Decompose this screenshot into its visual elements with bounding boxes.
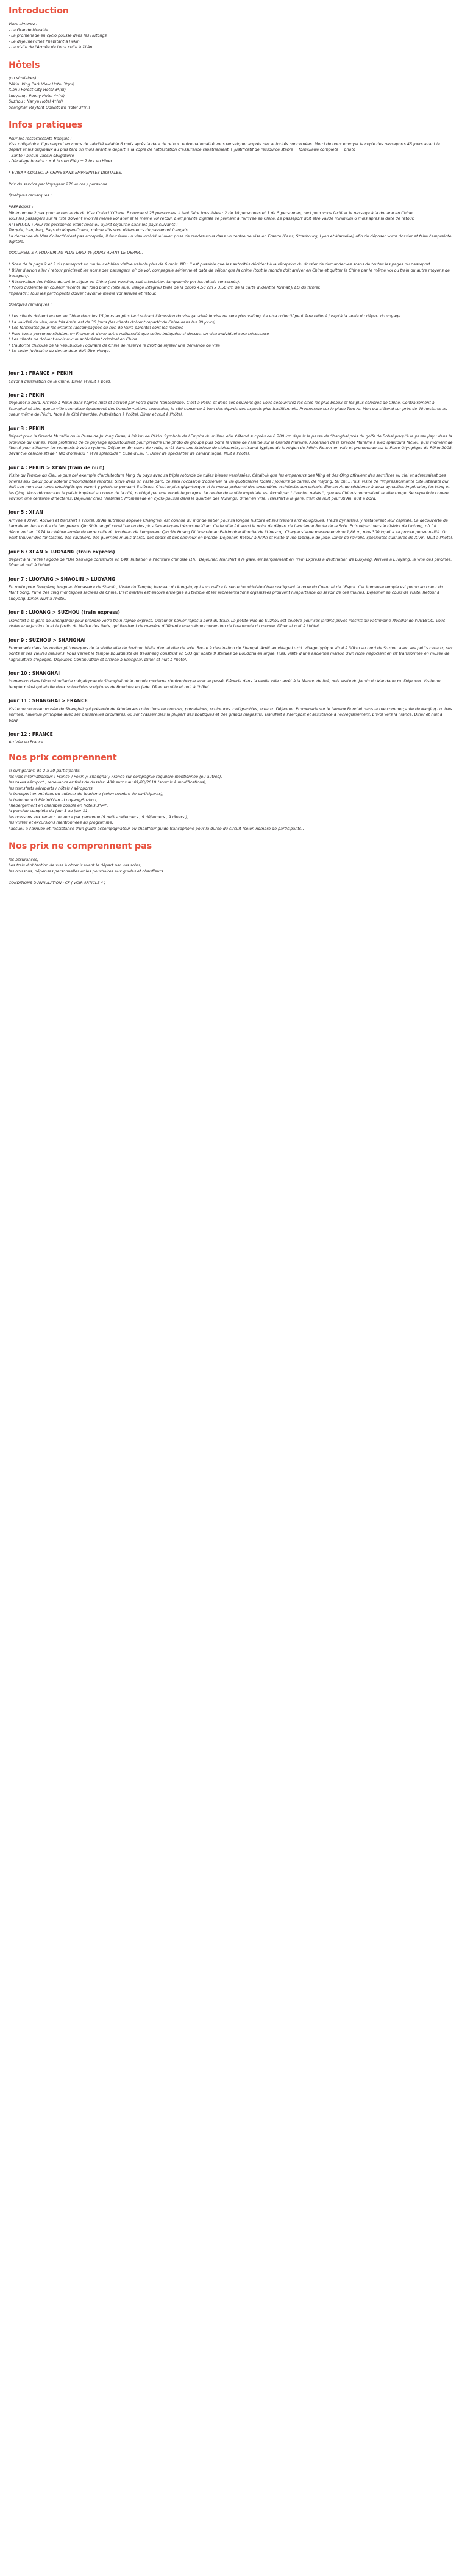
day-title-5: Jour 5 : XI'AN bbox=[9, 509, 43, 516]
hotels-line: Pékin: King Park View Hotel 3*(nl) bbox=[9, 81, 75, 87]
day-body-2: Déjeuner à bord. Arrivée à Pékin dans l'après-midi et accueil par votre guide francophone. C'est à Pékin et dans ses environs que vous découvrirez les sites les plus beaux et les plus célèbres de Chine. Contrairement à Shanghai et bien que la ville connaisse également des transformations colossales, la cité conserve à bien des égards des aspects plus traditionnels. Promenade sur la place Tien An Men qui s'étend sur près de 40 hectares au coeur même de Pékin, face à la Cité Interdite. Installation à l'hôtel. Dîner et nuit à l'hôtel. bbox=[9, 400, 448, 417]
day-body-11: Visite du nouveau musée de Shanghaï qui présente de fabuleuses collections de bronzes, porcelaines, sculptures, calligraphies, sceaux. Déjeuner. Promenade sur le fameux Bund et dans la rue commerçante de Nanjing Lu, très animée, l'avenue principale avec ses passerelles circulaires, où sont rassemblés la plupart des boutiques et des grands magasins. Transfert à l'aéroport et assistance à l'enregistrement. Envol vers la France. Dîner et nuit à bord. bbox=[9, 706, 452, 723]
footer-note: CONDITIONS D'ANNULATION : CF ( VOIR ARTICLE 4 ) bbox=[9, 881, 106, 886]
infos-line: * Les clients doivent entrer en Chine dans les 15 jours au plus tard suivant l'émission du visa (au-delà le visa ne sera plus valide). Le visa collectif peut être délivré jusqu'à la veille du départ du voyage. bbox=[9, 314, 402, 319]
intro-list bbox=[9, 21, 453, 50]
included-line: le transport en minibus ou autocar de tourisme (selon nombre de participants), bbox=[9, 791, 164, 797]
infos-line: Impératif : Tous les participants doivent avoir le même vol arrivée et retour. bbox=[9, 290, 157, 296]
included-line: l'hébergement en chambre double en hôtels 3*/4*, bbox=[9, 803, 108, 808]
infos-line: Quelques remarques : bbox=[9, 302, 52, 308]
excluded-line: les assurances, bbox=[9, 857, 39, 862]
hotels-line: Shanghai: Rayfont Downtown Hotel 3*(nl) bbox=[9, 104, 90, 110]
infos-line: Quelques remarques : bbox=[9, 193, 52, 198]
infos-line: La demande de Visa Collectif n'est pas acceptée, il faut faire un visa individuel avec prise de rendez-vous dans un centre de visa en France (Paris, Strasbourg, Lyon et Marseille) afin de déposer votre dossier et faire l'empreinte digitale. bbox=[9, 233, 452, 245]
travel-brochure-page bbox=[0, 0, 462, 894]
infos-line: Visa obligatoire. Il passeport en cours de validité valable 6 mois après la date de retour. Autre nationalité vous renseigner auprès des autorités concernées. Merci de nous envoyer la copie des passeports 45 jours avant le départ et les originaux au plus tard un mois avant le départ + la copie de l'attestation d'assurance rapatriement + justificatif de ressource stable + formulaire complété + photo bbox=[9, 141, 440, 153]
hotels-line: Luoyang : Peony Hotel 4*(nl) bbox=[9, 93, 65, 98]
included-heading: Nos prix comprennent bbox=[9, 752, 117, 763]
infos-line: * Photo d'identité en couleur récente sur fond blanc (tête nue, visage intégral) taille de la photo 4,50 cm x 3,50 cm de la carte d'identité format JPEG du fichier. bbox=[9, 285, 321, 290]
day-body-6: Départ à la Petite Pagode de l'Oie Sauvage construite en 648. Initiation à l'écriture chinoise (1h). Déjeuner. Transfert à la gare, embarquement en Train Express à destination de Luoyang. Arrivée à Luoyang, la ville des pivoines. Dîner et nuit à l'hôtel. bbox=[9, 556, 452, 568]
infos-block-prerequis bbox=[9, 193, 453, 245]
day-title-11: Jour 11 : SHANGHAI > FRANCE bbox=[9, 698, 88, 704]
day-body-7: En route pour Dengfeng jusqu'au Monastère de Shaolin, Visite du Temple, berceau du kung-fu, qui a vu naître la secte bouddhiste Chan pratiquant la boxe du Coeur et de l'Esprit. Cet immense temple est perdu au coeur du Mont Song, l'une des cinq montagnes sacrées de Chine. L'art martial est encore enseigné au temple et les représentations organisées prouvent l'importance du savoir de ces moines. Déjeuner en cours de visite. Retour à Luoyang. Dîner. Nuit à l'hôtel. bbox=[9, 585, 444, 601]
day-title-6: Jour 6 : XI'AN > LUOYANG (train express) bbox=[9, 549, 115, 555]
included-line: les boissons aux repas : un verre par personne (9 petits déjeuners , 9 déjeuners , 9 dîners ), bbox=[9, 814, 189, 819]
day-title-1: Jour 1 : FRANCE > PEKIN bbox=[9, 370, 73, 376]
infos-line: * Les formalités pour les enfants (accompagnés ou non de leurs parents) sont les mêmes bbox=[9, 325, 183, 331]
infos-line: - Santé : aucun vaccin obligatoire bbox=[9, 153, 74, 158]
included-line: les vols internationaux : France / Pekin // Shanghaï / France sur compagnie régulière mentionnée (ou autres), bbox=[9, 774, 222, 779]
included-line: l'accueil à l'arrivée et l'assistance d'un guide accompagnateur ou chauffeur-guide francophone pour la durée du circuit (selon nombre de participants), bbox=[9, 826, 304, 831]
intro-line: Vous aimerez : bbox=[9, 21, 38, 27]
day-body-10: Immersion dans l'époustouflante mégalopole de Shanghaï où le monde moderne s'entrechoque avec le passé. Flânerie dans la vieille ville : arrêt à la Maison de thé, puis visite du Jardin du Mandarin Yu. Déjeuner. Visite du temple Yufosi qui abrite deux splendides sculptures de Bouddha en jade. Dîner en ville et nuit à l'hôtel. bbox=[9, 678, 441, 689]
intro-line: - Le déjeuner chez l'habitant à Pékin bbox=[9, 38, 80, 44]
day-title-7: Jour 7 : LUOYANG > SHAOLIN > LUOYANG bbox=[9, 576, 116, 582]
infos-line: PREREQUIS : bbox=[9, 204, 34, 210]
infos-line: * Scan de la page 2 et 3 du passeport en couleur et bien visible valable plus de 6 mois. NB : il est possible que les autorités décident à la réception du dossier de demander les scans de toutes les pages du passeport. bbox=[9, 262, 432, 267]
day-body-4: Visite du Temple du Ciel, le plus bel exemple d'architecture Ming du pays avec sa triple rotonde de tuiles bleues vernissées. Cétait-là que les empereurs des Ming et des Qing offraient des sacrifices au ciel et adressaient des prières aux dieux pour obtenir d'abondantes récoltes. Situé dans un vaste parc, ce sera l'occasion d'observer la vie quotidienne locale : joueurs de cartes, de majong, taï chi... Puis, visite de l'impressionnante Cité Interdite qui doit son nom aux rares privilégiés qui purent y pénétrer pendant 5 siècles. C'est le plus gigantesque et le mieux préservé des ensembles architecturaux chinois. Elle servit de résidence à deux dynasties impériales, les Ming et les Qing. Vous découvrirez le palais impérial au coeur de la cité, protégé par une enceinte pourpre. Le centre de la ville impériale est formé par " l'ancien palais ", que les Chinois nommaient la ville rouge. Se superficie couvre environ une centaine d'hectares. Déjeuner chez l'habitant. Promenade en cyclo-pousse dans le quartier des Hutongs. Dîner en ville. Transfert à la gare, train de nuit pour Xi'An, nuit à bord. bbox=[9, 473, 450, 502]
day-title-8: Jour 8 : LUOANG > SUZHOU (train express) bbox=[9, 610, 120, 616]
day-title-3: Jour 3 : PEKIN bbox=[9, 425, 45, 431]
hotels-heading: Hôtels bbox=[9, 60, 40, 70]
infos-line: DOCUMENTS A FOURNIR AU PLUS TARD 45 JOURS AVANT LE DEPART. bbox=[9, 250, 143, 256]
day-title-4: Jour 4 : PEKIN > XI'AN (train de nuit) bbox=[9, 464, 105, 470]
infos-line: * Pour toute personne résidant en France et d'une autre nationalité que celles indiquées ci-dessus, un visa individuel sera nécessaire bbox=[9, 331, 269, 336]
intro-line: - La visite de l'Armée de terre cuite à Xi'An bbox=[9, 45, 93, 50]
infos-line: Turquie, Iran, Iraq, Pays du Moyen-Orient, même s'ils sont détenteurs du passeport français. bbox=[9, 228, 189, 233]
hotels-list bbox=[9, 76, 453, 110]
included-line: les taxes aéroport , redevance et frais de dossier: 400 euros au 01/03/2019 (soumis à modifications), bbox=[9, 780, 207, 785]
infos-line: * Réservation des hôtels durant le séjour en Chine (soit voucher, soit attestation tamponnée par les hôtels concernés). bbox=[9, 279, 241, 284]
infos-line: * Billet d'avion aller / retour précisant les noms des passagers, n° de vol, compagnie aérienne et date de séjour que la chine (tout le monde doit arriver en Chine et quitter la Chine par le même vol ou train ou autre moyens de transport). bbox=[9, 267, 450, 279]
excluded-line: Les frais d'obtention de visa à obtenir avant le départ par vos soins, bbox=[9, 863, 142, 868]
day-body-12: Arrivée en France. bbox=[9, 739, 44, 745]
day-body-9: Promenade dans les ruelles pittoresques de la vieille ville de Suzhou. Visite d'un atelier de soie. Route à destination de Shangaï. Arrêt au village Luzhi, village typique situé à 30km au nord de Suzhou avec ses petits canaux, ses ponts et ses vieilles maisons. Vous verrez le temple bouddhiste de Baosheng construit en 503 qui abrite 9 statues de Bouddha en argile. Puis, visite d'une ancienne maison d'un riche négociant en riz transformée en musée de l'agriculture d'époque. Déjeuner. Continuation et arrivée à Shanghai. Dîner et nuit à l'hôtel. bbox=[9, 645, 453, 662]
infos-line: * Le coder judiciaire du demandeur doit être vierge. bbox=[9, 348, 110, 353]
day-body-5: Arrivée à Xi'An. Accueil et transfert à l'hôtel. Xi'An autrefois appelée Chang'an, est connue du monde entier pour sa longue histoire et ses trésors archéologiques. Treize dynasties, y installèrent leur capitale. La découverte de l'armée en terre cuite de l'empereur Qin Shihuangdi constitue un des plus fantastiques trésors de Xi'an. Cette ville fut aussi le point de départ de l'ancienne Route de la Soie. Puis départ vers le district de Lintong, où fut découvert en 1974 la célèbre armée de terre cuite du tombeau de l'empereur Qin Shi Huang Di (inscrite au Patrimoine Mondial de l'Unesco). Chaque statue mesure environ 1,86 m, plus 300 kg et a sa propre personnalité. On peut trouver des fantassins, des cavaliers, des guerriers munis d'arcs, des chars et des chevaux en bronze. Déjeuner. Retour à Xi'An et visite d'une fabrique de jade. Dîner de raviolis, spécialités culinaires de Xi'An. Nuit à l'hôtel. bbox=[9, 517, 453, 541]
day-body-1: Envol à destination de la Chine. Dîner et nuit à bord. bbox=[9, 378, 112, 384]
day-title-12: Jour 12 : FRANCE bbox=[9, 732, 53, 738]
infos-line: Prix du service par Voyageur 270 euros / personne. bbox=[9, 181, 109, 187]
infos-line: Minimum de 2 pax pour le demande du Visa Collectif Chine. Exemple si 25 personnes, il faut faire trois listes : 2 de 10 personnes et 1 de 5 personnes, ceci pour vous faciliter le passage à la douane en Chine. bbox=[9, 210, 414, 215]
excluded-line: les boissons, dépenses personnelles et les pourboires aux guides et chauffeurs. bbox=[9, 868, 165, 874]
infos-line: ATTENTION : Pour les personnes étant nées ou ayant séjourné dans les pays suivants : bbox=[9, 221, 178, 227]
day-body-3: Départ pour la Grande Muraille ou la Passe de Ju Yong Guan, à 80 km de Pékin. Symbole de l'Empire du milieu, elle s'étend sur près de 6 700 km depuis la passe de Shanghai près du golfe de Bohaï jusqu'à la passe Jiayu dans la province du Gansu. Vous profiterez de ce paysage époustouflant pour prendre une photo de groupe puis boire le verre de l'amitié sur la Grande Muraille. Ascension de la Grande Muraille à pied (parcours facile), puis moment de liberté pour sillonner les remparts à votre rythme. Déjeuner. En cours de route, arrêt dans une fabrique de cloisonnés, artisanat typique de la région de Pékin. Retour en ville et promenade sur la Place Olympique de Pékin 2008, devant le célèbre stade " Nid d'oiseaux " et le splendide " Cube d'Eau ". Dîner de spécialités de canard laqué. Nuit à l'hôtel. bbox=[9, 434, 453, 456]
infos-block-evisa bbox=[9, 170, 453, 187]
excluded-heading: Nos prix ne comprennent pas bbox=[9, 841, 152, 852]
excluded-list bbox=[9, 857, 453, 874]
day-title-10: Jour 10 : SHANGHAI bbox=[9, 671, 60, 677]
included-line: les visites et excursions mentionnées au programme, bbox=[9, 820, 113, 826]
infos-line: Tous les passagers sur la liste doivent avoir le même vol aller et le même vol retour. L'empreinte digitale se prenant à l'arrivée en Chine. Le passeport doit être valide minimum 6 mois après la date de retour. bbox=[9, 216, 414, 221]
day-title-9: Jour 9 : SUZHOU > SHANGHAI bbox=[9, 637, 86, 643]
included-line: les transferts aéroports / hôtels / aéroports, bbox=[9, 785, 94, 791]
hotels-line: Xian : Forest City Hotel 3*(nl) bbox=[9, 87, 66, 93]
hotels-line: (ou similaires) : bbox=[9, 76, 39, 81]
infos-line: Pour les ressortissants français : bbox=[9, 135, 72, 141]
included-line: ci-suit garanti de 2 à 20 participants, bbox=[9, 768, 81, 774]
hotels-line: Suzhou : Nanya Hotel 4*(nl) bbox=[9, 99, 63, 104]
infos-line: * EVISA * COLLECTIF CHINE SANS EMPREINTES DIGITALES. bbox=[9, 170, 123, 175]
infos-line: * L'autorité chinoise de la République Populaire de Chine se réserve le droit de rejeter une demande de visa bbox=[9, 342, 220, 348]
infos-heading: Infos pratiques bbox=[9, 120, 83, 131]
infos-line: * Les clients ne doivent avoir aucun antécédent criminel en Chine. bbox=[9, 337, 139, 342]
included-line: le train de nuit Pékin/Xi'an - Luoyang/Suzhou, bbox=[9, 797, 98, 802]
infos-block-visa bbox=[9, 136, 453, 165]
infos-line: * La validité du visa, une fois émis, est de 30 jours (les clients doivent repartir de Chine dans les 30 jours) bbox=[9, 319, 216, 325]
included-line: la pension complète du jour 1 au jour 11, bbox=[9, 808, 89, 814]
infos-block-documents bbox=[9, 250, 453, 297]
day-title-2: Jour 2 : PEKIN bbox=[9, 392, 45, 398]
infos-block-remarques bbox=[9, 302, 453, 354]
intro-heading: Introduction bbox=[9, 6, 69, 16]
included-list bbox=[9, 768, 453, 832]
intro-line: - La Grande Muraille bbox=[9, 27, 48, 32]
day-body-8: Transfert à la gare de Zhengzhou pour prendre votre train rapide express. Déjeuner panier repas à bord du train. La petite ville de Suzhou est célèbre pour ses jardins privés inscrits au Patrimoine Mondial de l'UNESCO. Vous visiterez le Jardin Liu et le Jardin du Maître des filets, qui illustrent de manière différente une même conception de l'harmonie du monde. Dîner et nuit à l'hôtel. bbox=[9, 617, 446, 629]
infos-line: - Décalage horaire : + 6 hrs en Eté / + 7 hrs en Hiver bbox=[9, 159, 113, 164]
intro-line: - La promenade en cyclo pousse dans les Hutongs bbox=[9, 33, 107, 38]
